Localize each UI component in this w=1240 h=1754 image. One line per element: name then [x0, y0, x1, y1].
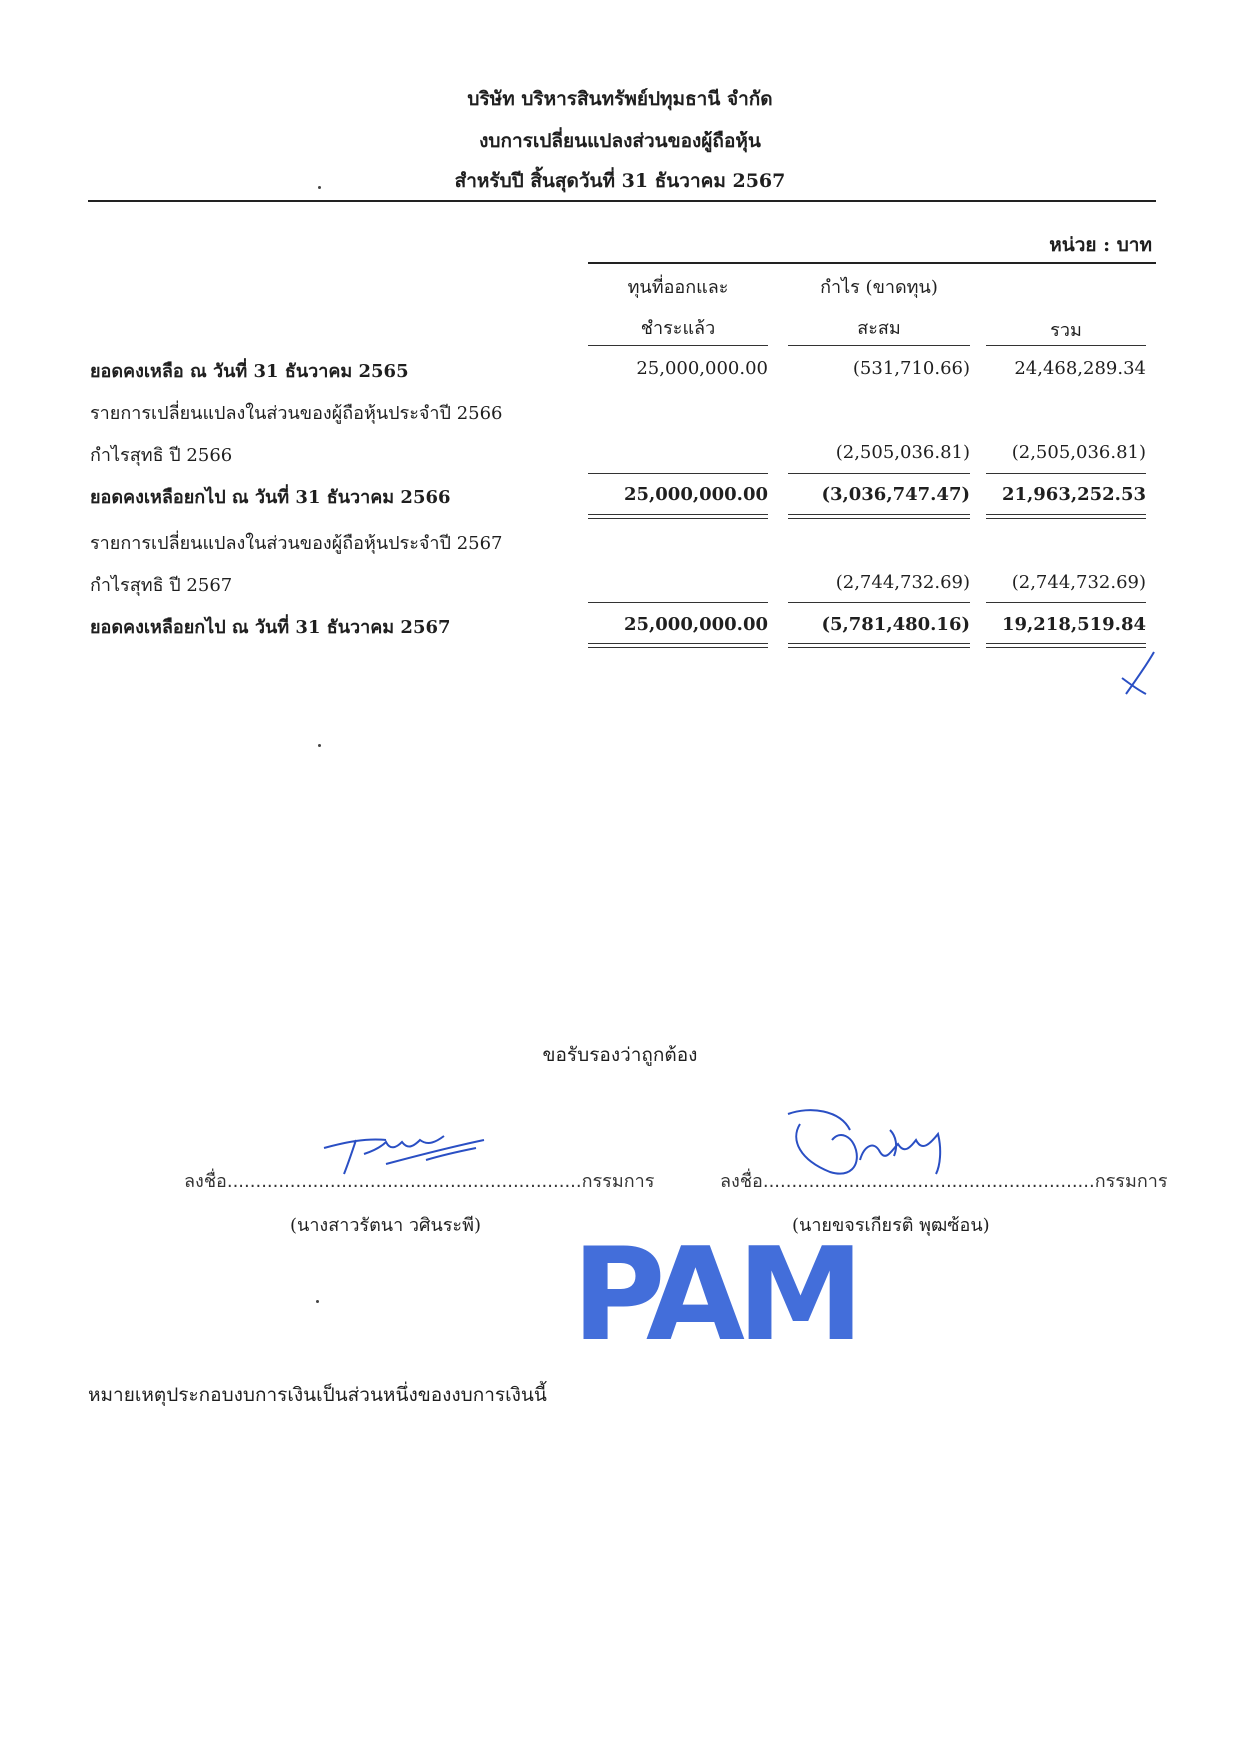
row-label: กำไรสุทธิ ปี 2567	[90, 575, 233, 596]
cell-retained: (2,505,036.81)	[835, 442, 970, 463]
col-paid-up-line2: ชำระแล้ว	[640, 318, 716, 339]
row-label: ยอดคงเหลือยกไป ณ วันที่ 31 ธันวาคม 2567	[90, 617, 451, 638]
subtotal-rule	[986, 473, 1146, 474]
certification-text: ขอรับรองว่าถูกต้อง	[542, 1044, 698, 1066]
cell-total: 19,218,519.84	[1001, 614, 1146, 635]
handwritten-signature-1	[316, 1120, 496, 1180]
signer-name-2: (นายขจรเกียรติ พุฒซ้อน)	[792, 1215, 990, 1236]
unit-label: หน่วย : บาท	[1049, 234, 1152, 256]
company-name: บริษัท บริหารสินทรัพย์ปทุมธานี จำกัด	[467, 88, 773, 110]
cell-total: 24,468,289.34	[1014, 358, 1146, 379]
cell-paid-up: 25,000,000.00	[623, 484, 768, 505]
subtotal-rule	[788, 473, 970, 474]
col-underline	[986, 345, 1146, 346]
cell-retained: (531,710.66)	[852, 358, 970, 379]
row-label: กำไรสุทธิ ปี 2566	[90, 445, 233, 466]
signer-name-1: (นางสาวรัตนา วศินระพี)	[290, 1215, 481, 1236]
cell-paid-up: 25,000,000.00	[636, 358, 768, 379]
col-retained-line2: สะสม	[857, 318, 901, 339]
row-label: รายการเปลี่ยนแปลงในส่วนของผู้ถือหุ้นประจำปี 2566	[90, 403, 503, 424]
subtotal-rule	[588, 473, 768, 474]
cell-paid-up: 25,000,000.00	[623, 614, 768, 635]
statement-period: สำหรับปี สิ้นสุดวันที่ 31 ธันวาคม 2567	[454, 170, 786, 192]
sign-dots: ..........................................................	[762, 1171, 1095, 1192]
total-double-rule	[788, 643, 970, 648]
sign-dots: ..............................................................	[226, 1171, 582, 1192]
total-double-rule	[588, 514, 768, 519]
company-seal-logo: PAM	[571, 1221, 857, 1370]
row-label: รายการเปลี่ยนแปลงในส่วนของผู้ถือหุ้นประจำปี 2567	[90, 533, 503, 554]
sign-prefix: ลงชื่อ	[720, 1171, 763, 1192]
cell-total: (2,505,036.81)	[1011, 442, 1146, 463]
column-header-rule	[588, 262, 1156, 264]
col-paid-up-line1: ทุนที่ออกและ	[627, 277, 729, 298]
total-double-rule	[788, 514, 970, 519]
col-retained-line1: กำไร (ขาดทุน)	[820, 277, 938, 298]
check-mark-icon	[1116, 648, 1162, 700]
cell-retained: (3,036,747.47)	[821, 484, 970, 505]
total-double-rule	[986, 514, 1146, 519]
cell-total: (2,744,732.69)	[1011, 572, 1146, 593]
sign-role: กรรมการ	[581, 1171, 655, 1192]
cell-total: 21,963,252.53	[1001, 484, 1146, 505]
col-underline	[788, 345, 970, 346]
speck	[318, 744, 321, 747]
header-rule	[88, 200, 1156, 202]
statement-title: งบการเปลี่ยนแปลงส่วนของผู้ถือหุ้น	[479, 130, 761, 152]
subtotal-rule	[788, 602, 970, 603]
footnote: หมายเหตุประกอบงบการเงินเป็นส่วนหนึ่งของงบการเงินนี้	[88, 1384, 547, 1406]
row-label: ยอดคงเหลือ ณ วันที่ 31 ธันวาคม 2565	[90, 361, 409, 382]
col-underline	[588, 345, 768, 346]
handwritten-signature-2	[780, 1100, 960, 1190]
subtotal-rule	[588, 602, 768, 603]
col-total: รวม	[1050, 320, 1082, 341]
sign-role: กรรมการ	[1094, 1171, 1168, 1192]
row-label: ยอดคงเหลือยกไป ณ วันที่ 31 ธันวาคม 2566	[90, 487, 451, 508]
cell-retained: (5,781,480.16)	[821, 614, 970, 635]
sign-prefix: ลงชื่อ	[184, 1171, 227, 1192]
speck	[318, 186, 321, 189]
total-double-rule	[588, 643, 768, 648]
subtotal-rule	[986, 602, 1146, 603]
cell-retained: (2,744,732.69)	[835, 572, 970, 593]
speck	[316, 1300, 319, 1303]
